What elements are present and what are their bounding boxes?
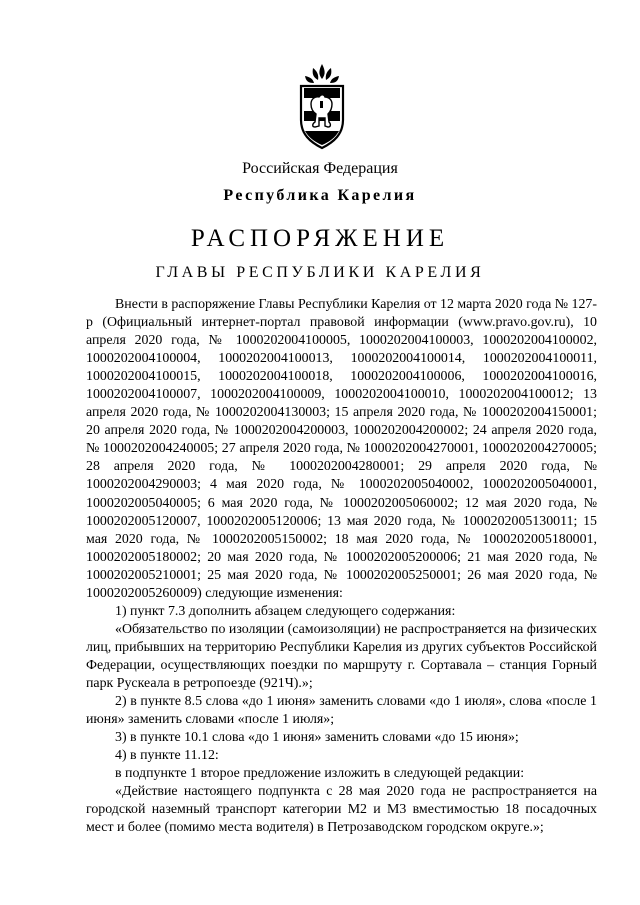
republic-of-karelia-coat-of-arms	[298, 64, 346, 150]
republic-name: Республика Карелия	[223, 187, 417, 204]
country-name: Российская Федерация	[242, 160, 398, 177]
amendment-item-1: 1) пункт 7.3 дополнить абзацем следующего содержания:	[115, 603, 456, 619]
amendment-item-1-quote: «Обязательство по изоляции (самоизоляции) не распространяется на физических лиц, прибывших на территорию Республики Карелия из других субъектов Российской Федерации, осуществляющих поездки по маршруту г. Сортавала – станция Горный парк Рускеала в ретропоезде (921Ч).»;	[86, 621, 597, 691]
amendment-item-4-quote: «Действие настоящего подпункта с 28 мая 2020 года не распространяется на городской наземный транспорт категории М2 и М3 вместимостью 18 посадочных мест и более (помимо места водителя) в Петрозаводском городском округе.»;	[86, 784, 597, 836]
amendment-item-4: 4) в пункте 11.12:	[115, 748, 219, 764]
document-type: РАСПОРЯЖЕНИЕ	[190, 225, 450, 252]
amendment-item-3: 3) в пункте 10.1 слова «до 1 июня» заменить словами «до 15 июня»;	[115, 730, 519, 746]
document-issuer: ГЛАВЫ РЕСПУБЛИКИ КАРЕЛИЯ	[155, 264, 485, 281]
document-body	[86, 296, 597, 837]
intro-paragraph: Внести в распоряжение Главы Республики Карелия от 12 марта 2020 года № 127-р (Официальный интернет-портал правовой информации (www.pravo.gov.ru), 10 апреля 2020 года, № 1000202004100005, 1000202004100003, 1000202004100002, 1000202004100004, 1000202004100013, 1000202004100014, 1000202004100011, 1000202004100015, 1000202004100018, 1000202004100006, 1000202004100016, 1000202004100007, 1000202004100009, 1000202004100010, 1000202004100012; 13 апреля 2020 года, № 1000202004130003; 15 апреля 2020 года, № 1000202004150001; 20 апреля 2020 года, № 1000202004200003, 1000202004200002; 24 апреля 2020 года, № 1000202004240005; 27 апреля 2020 года, № 1000202004270001, 1000202004270005; 28 апреля 2020 года, № 1000202004280001; 29 апреля 2020 года, № 1000202004290003; 4 мая 2020 года, № 1000202005040002, 1000202005040001, 1000202005040005; 6 мая 2020 года, № 1000202005060002; 12 мая 2020 года, № 1000202005120007, 1000202005120006; 13 мая 2020 года, № 1000202005130011; 15 мая 2020 года, № 1000202005150002; 18 мая 2020 года, № 1000202005180001, 1000202005180002; 20 мая 2020 года, № 1000202005200006; 21 мая 2020 года, № 1000202005210001; 25 мая 2020 года, № 1000202005250001; 26 мая 2020 года, № 1000202005260009) следующие изменения:	[86, 297, 597, 601]
amendment-item-4-subitem: в подпункте 1 второе предложение изложить в следующей редакции:	[115, 766, 525, 782]
amendment-item-2: 2) в пункте 8.5 слова «до 1 июня» заменить словами «до 1 июля», слова «после 1 июня» заменить словами «после 1 июля»;	[86, 694, 597, 728]
